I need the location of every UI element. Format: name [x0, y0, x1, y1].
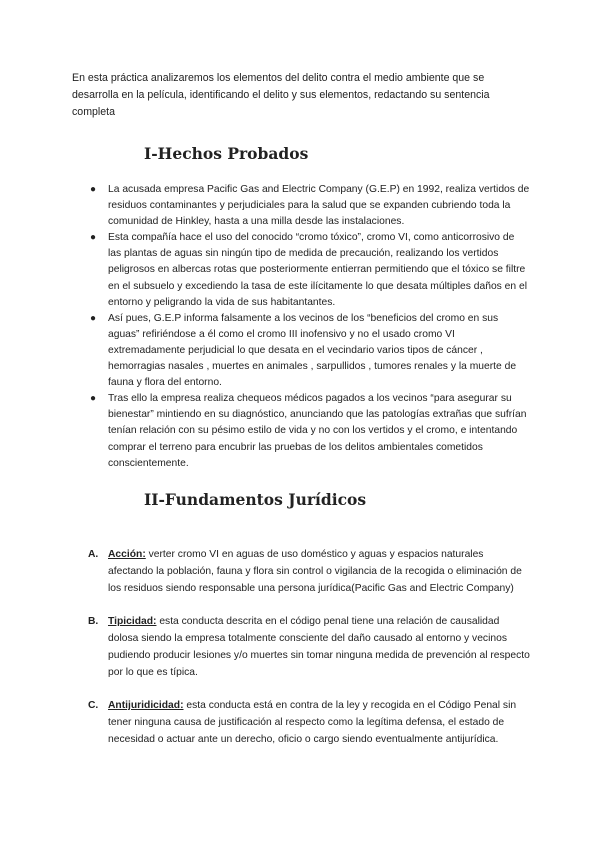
- legal-elements-list: [88, 546, 530, 764]
- list-item: [88, 546, 530, 597]
- list-marker: A.: [88, 549, 99, 560]
- bullet-icon: ●: [90, 184, 97, 195]
- term-description: esta conducta descrita en el código penal tiene una relación de causalidad dolosa siendo la empresa totalmente consciente del daño causado al entorno y vecinos pudiendo producir lesiones y/o muertes sin tomar ninguna medida de prevención al respecto por lo que es típica.: [108, 616, 530, 678]
- list-item: [90, 182, 530, 230]
- section-heading-hechos-probados: I-Hechos Probados: [144, 144, 309, 163]
- list-item-text: La acusada empresa Pacific Gas and Electric Company (G.E.P) en 1992, realiza vertidos de residuos contaminantes y perjudiciales para la salud que se expanden cubriendo toda la comunidad de Hinkley, hasta a una milla desde las instalaciones.: [108, 184, 530, 228]
- list-item-text: Esta compañía hace el uso del conocido “cromo tóxico”, cromo VI, como anticorrosivo de las plantas de aguas sin ningún tipo de medida de precaución, realizando los vertidos peligrosos en albercas rotas que posteriormente entierran permitiendo que el tóxico se filtre en el subsuelo y excediendo la tasa de este ilícitamente lo que desata múltiples daños en el entorno y peligrando la vida de sus habitantantes.: [108, 232, 528, 308]
- list-item-text: Tras ello la empresa realiza chequeos médicos pagados a los vecinos “para asegurar su bienestar” mintiendo en su diagnóstico, anunciando que las patologías extrañas que sufrían tenían relación con su pésimo estilo de vida y no con los vertidos y el cromo, e intentando comprar el terreno para encubrir las pruebas de los delitos ambientales cometidos conscientemente.: [108, 393, 527, 469]
- list-marker: C.: [88, 700, 99, 711]
- list-item: [90, 230, 530, 310]
- bullet-icon: ●: [90, 232, 97, 244]
- bullet-icon: ●: [90, 393, 97, 405]
- list-item: [88, 613, 530, 681]
- intro-paragraph: En esta práctica analizaremos los elementos del delito contra el medio ambiente que se desarrolla en la película, identificando el delito y sus elementos, redactando su sentencia completa: [72, 72, 490, 118]
- term-description: esta conducta está en contra de la ley y recogida en el Código Penal sin tener ninguna causa de justificación al respecto como la legítima defensa, el estado de necesidad o actuar ante un derecho, oficio o cargo siendo eventualmente antijurídica.: [108, 700, 517, 745]
- list-item: [90, 311, 530, 391]
- section-heading-fundamentos-juridicos: II-Fundamentos Jurídicos: [144, 490, 367, 509]
- facts-list: [90, 182, 530, 472]
- term-label: Acción:: [108, 549, 146, 560]
- list-item-text: Así pues, G.E.P informa falsamente a los vecinos de los “beneficios del cromo en sus aguas” refiriéndose a él como el cromo III inofensivo y no el usado cromo VI extremadamente perjudicial lo que desata en el vecindario varios tipos de cáncer , hemorragias nasales , muertes en animales , sarpullidos , tumores renales y la muerte de fauna y flora del entorno.: [108, 312, 517, 389]
- list-item: [88, 697, 530, 748]
- list-item: [90, 391, 530, 471]
- list-marker: B.: [88, 616, 99, 627]
- term-label: Tipicidad:: [108, 616, 157, 627]
- bullet-icon: ●: [90, 312, 97, 324]
- term-label: Antijuridicidad:: [108, 700, 184, 711]
- term-description: verter cromo VI en aguas de uso doméstico y aguas y espacios naturales afectando la población, fauna y flora sin control o vigilancia de la recogida o eliminación de los residuos siendo responsable una persona jurídica(Pacific Gas and Electric Company): [108, 549, 522, 594]
